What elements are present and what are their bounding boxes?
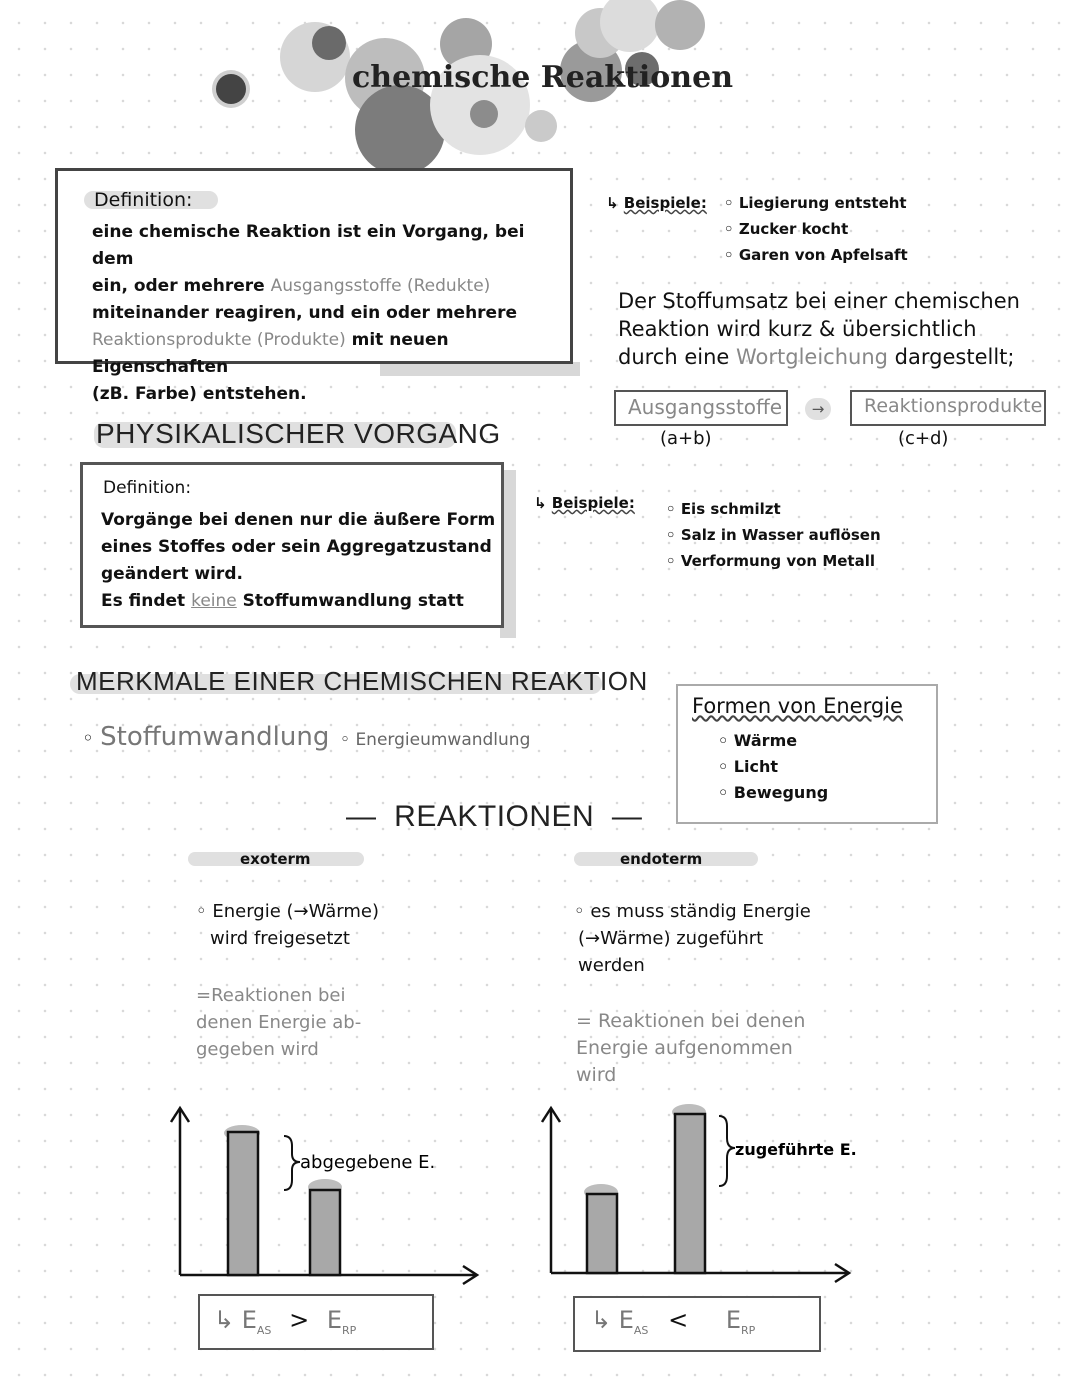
endo-result: ↳ $E_{AS} < E_{RP}$ bbox=[591, 1306, 756, 1337]
exo-result-box bbox=[198, 1294, 434, 1350]
list-item: ◦ Garen von Apfelsaft bbox=[724, 246, 908, 264]
merkmale-item-2: ◦ Energieumwandlung bbox=[340, 730, 531, 750]
list-item: ◦ Salz in Wasser auflösen bbox=[666, 526, 881, 544]
energy-forms-list bbox=[718, 728, 828, 806]
physical-examples-label: Beispiele: bbox=[551, 494, 635, 512]
chem-examples-label: Beispiele: bbox=[623, 194, 707, 212]
arrow-icon: ↳ bbox=[606, 194, 624, 212]
exo-line-2: wird freigesetzt bbox=[210, 928, 350, 949]
exo-bar-start bbox=[228, 1132, 258, 1275]
endo-line-2: (→Wärme) zugeführt bbox=[578, 928, 764, 949]
list-item: ◦ Zucker kocht bbox=[724, 220, 849, 238]
exo-g2: denen Energie ab- bbox=[196, 1012, 362, 1033]
chem-definition-line-4: Reaktionsprodukte (Produkte) mit neuen Eigenschaften bbox=[92, 330, 449, 377]
equation-right-sub: (c+d) bbox=[898, 428, 949, 449]
endo-bar-end bbox=[675, 1114, 705, 1273]
merkmale-heading: MERKMALE EINER CHEMISCHEN REAKTION bbox=[76, 666, 648, 696]
endo-line-3: werden bbox=[578, 955, 645, 976]
chem-definition-line-3: miteinander reagiren, und ein oder mehrere bbox=[92, 303, 517, 323]
endo-description bbox=[574, 898, 811, 979]
physical-examples bbox=[534, 490, 635, 516]
endo-line-1: ◦ es muss ständig Energie bbox=[574, 901, 811, 922]
energy-forms-title: Formen von Energie bbox=[692, 694, 903, 718]
equation-left: Ausgangsstoffe bbox=[628, 395, 783, 419]
chem-definition-line-5: (zB. Farbe) entstehen. bbox=[92, 384, 307, 404]
endo-g3: wird bbox=[576, 1064, 617, 1086]
chem-definition-line-1: eine chemische Reaktion ist ein Vorgang, bei dem bbox=[92, 222, 525, 269]
equation-right: Reaktionsprodukte bbox=[864, 395, 1043, 417]
exo-energy-diagram bbox=[160, 1100, 490, 1290]
physical-line-2: eines Stoffes oder sein Aggregatzustand bbox=[101, 537, 492, 557]
arrow-icon: ↳ bbox=[534, 494, 552, 512]
exo-brace bbox=[284, 1136, 300, 1190]
endo-brace bbox=[719, 1116, 735, 1186]
stoffumsatz-line-1: Der Stoffumsatz bei einer chemischen bbox=[618, 289, 1020, 313]
physical-line-3: geändert wird. bbox=[101, 564, 243, 584]
exo-explanation bbox=[196, 982, 361, 1063]
endo-brace-label: zugeführte E. bbox=[735, 1140, 857, 1159]
physical-line-4: Es findet keine Stoffumwandlung statt bbox=[101, 591, 464, 611]
endo-g1: = Reaktionen bei denen bbox=[576, 1010, 806, 1032]
endo-g2: Energie aufgenommen bbox=[576, 1037, 793, 1059]
list-item: ◦ Verformung von Metall bbox=[666, 552, 876, 570]
physical-definition-text bbox=[101, 507, 501, 615]
list-item: ◦ Bewegung bbox=[718, 783, 829, 802]
endo-result-box bbox=[573, 1296, 821, 1352]
reaktionen-heading: — REAKTIONEN — bbox=[346, 800, 643, 833]
chem-definition-label: Definition: bbox=[94, 189, 193, 211]
equation-arrow-icon: → bbox=[805, 398, 831, 420]
chem-examples bbox=[606, 190, 707, 216]
list-item: ◦ Eis schmilzt bbox=[666, 500, 781, 518]
exo-result: ↳ $E_{AS} > E_{RP}$ bbox=[214, 1306, 357, 1337]
exo-g1: =Reaktionen bei bbox=[196, 985, 346, 1006]
chem-definition-line-2: ein, oder mehrere Ausgangsstoffe (Redukte) bbox=[92, 276, 491, 296]
exo-bar-end bbox=[310, 1190, 340, 1275]
physical-examples-list bbox=[666, 496, 881, 574]
merkmale-item-1: ◦ Stoffumwandlung bbox=[82, 722, 330, 752]
physical-heading: PHYSIKALISCHER VORGANG bbox=[96, 418, 501, 449]
stoffumsatz-text bbox=[618, 287, 1020, 371]
chem-definition-box bbox=[55, 168, 573, 404]
physical-definition-label: Definition: bbox=[103, 478, 192, 498]
physical-definition-box bbox=[80, 462, 504, 628]
list-item: ◦ Liegierung entsteht bbox=[724, 194, 907, 212]
equation-left-box bbox=[614, 390, 788, 426]
exo-brace-label: abgegebene E. bbox=[300, 1152, 436, 1173]
chem-examples-list bbox=[724, 190, 908, 268]
endo-energy-diagram bbox=[535, 1100, 865, 1290]
list-item: ◦ Licht bbox=[718, 757, 778, 776]
endo-explanation bbox=[576, 1008, 805, 1089]
endo-label: endoterm bbox=[620, 850, 703, 868]
stoffumsatz-line-2: Reaktion wird kurz & übersichtlich bbox=[618, 317, 977, 341]
stoffumsatz-line-3: durch eine Wortgleichung dargestellt; bbox=[618, 345, 1015, 369]
chem-definition-text bbox=[92, 219, 562, 408]
equation-right-box bbox=[850, 390, 1046, 426]
exo-label: exoterm bbox=[240, 850, 311, 868]
endo-bar-start bbox=[587, 1194, 617, 1273]
energy-forms-box bbox=[676, 684, 938, 824]
equation-left-sub: (a+b) bbox=[660, 428, 712, 449]
page-title: chemische Reaktionen bbox=[352, 60, 734, 95]
exo-g3: gegeben wird bbox=[196, 1039, 319, 1060]
list-item: ◦ Wärme bbox=[718, 731, 798, 750]
exo-line-1: ◦ Energie (→Wärme) bbox=[196, 901, 380, 922]
exo-description bbox=[196, 898, 379, 952]
physical-line-1: Vorgänge bei denen nur die äußere Form bbox=[101, 510, 496, 530]
